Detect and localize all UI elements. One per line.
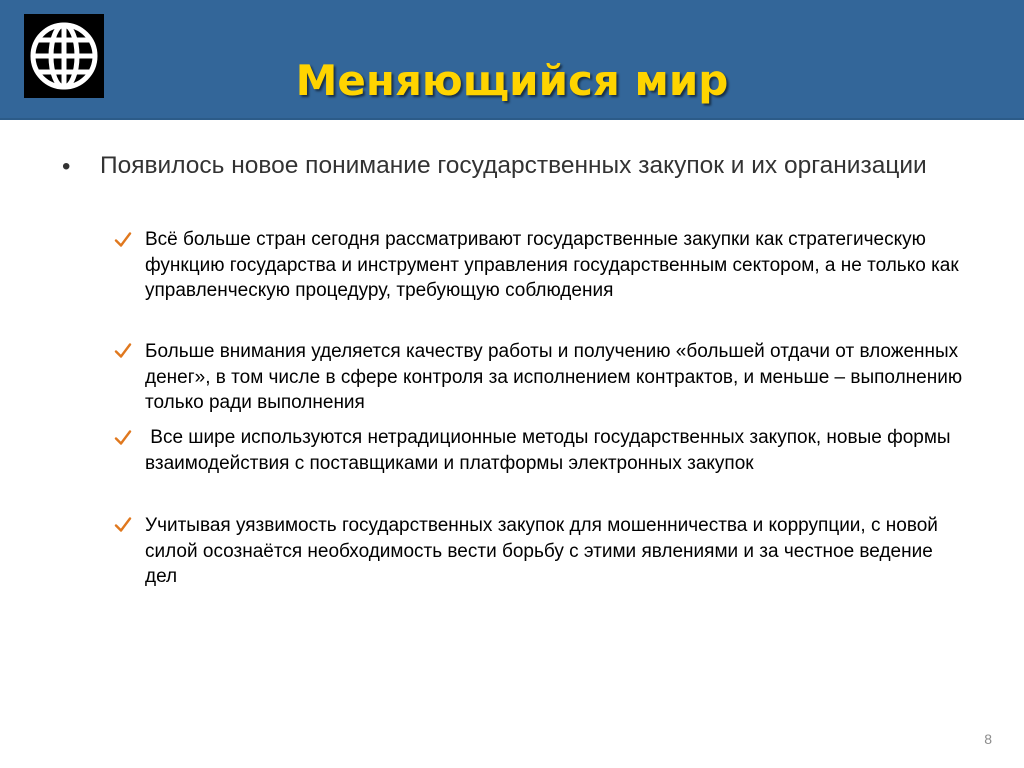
list-item: Учитывая уязвимость государственных закупок для мошенничества и коррупции, с новой силой осознаётся необходимость вести борьбу с этими явлениями и за честное ведение дел bbox=[145, 515, 938, 587]
page-number: 8 bbox=[984, 731, 992, 747]
checkmark-icon bbox=[114, 516, 132, 534]
slide-title: Меняющийся мир bbox=[295, 56, 729, 105]
list-item: Все шире используются нетрадиционные методы государственных закупок, новые формы взаимодействия с поставщиками и платформы электронных закупок bbox=[145, 427, 956, 474]
bullet-icon: • bbox=[62, 153, 71, 180]
checkmark-icon bbox=[114, 231, 132, 249]
slide-header bbox=[0, 0, 1024, 120]
checkmark-icon bbox=[114, 342, 132, 360]
checkmark-icon bbox=[114, 429, 132, 447]
level1-bullet-text: Появилось новое понимание государственных закупок и их организации bbox=[100, 152, 927, 179]
list-item: Больше внимания уделяется качеству работы и получению «большей отдачи от вложенных денег», в том числе в сфере контроля за исполнением контрактов, и меньше – выполнению только ради выполнения bbox=[145, 341, 963, 413]
list-item: Всё больше стран сегодня рассматривают государственные закупки как стратегическую функцию государства и инструмент управления государственным сектором, а не только как управленческую процедуру, требующую соблюдения bbox=[145, 229, 959, 301]
